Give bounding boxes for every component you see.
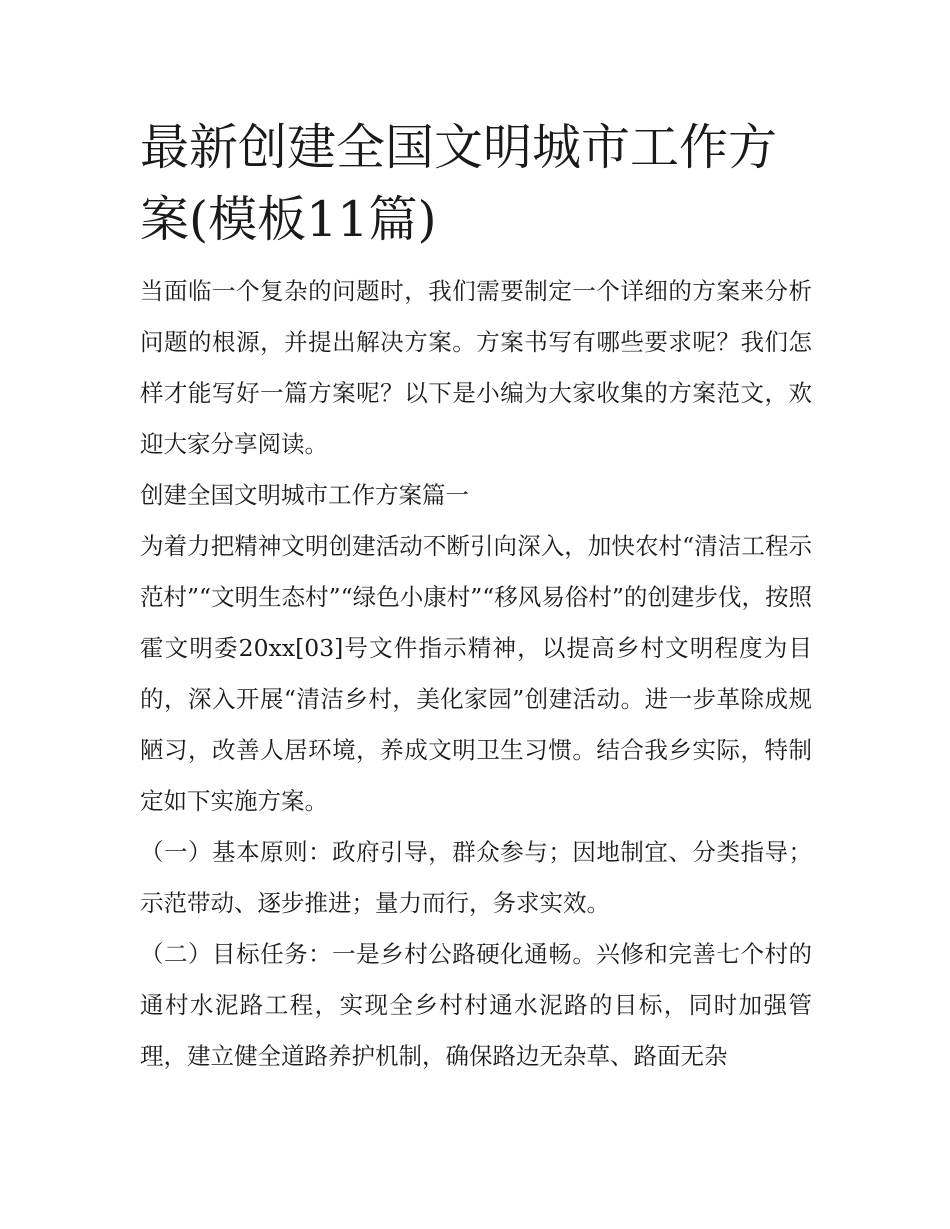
- body-paragraph: 为着力把精神文明创建活动不断引向深入，加快农村“清洁工程示范村”“文明生态村”“绿色小康村”“移风易俗村”的创建步伐，按照霍文明委20xx[03]号文件指示精神，以提高乡村文明程度为目的，深入开展“清洁乡村，美化家园”创建活动。进一步革除成规陋习，改善人居环境，养成文明卫生习惯。结合我乡实际，特制定如下实施方案。: [140, 532, 812, 815]
- intro-paragraph: 当面临一个复杂的问题时，我们需要制定一个详细的方案来分析问题的根源，并提出解决方案。方案书写有哪些要求呢？我们怎样才能写好一篇方案呢？以下是小编为大家收集的方案范文，欢迎大家分享阅读。: [140, 277, 812, 458]
- section-heading: 创建全国文明城市工作方案篇一: [140, 481, 469, 509]
- tasks-paragraph: （二）目标任务：一是乡村公路硬化通畅。兴修和完善七个村的通村水泥路工程，实现全乡村村通水泥路的目标，同时加强管理，建立健全道路养护机制，确保路边无杂草、路面无杂: [140, 940, 812, 1070]
- document-title: 最新创建全国文明城市工作方案(模板11篇): [140, 119, 778, 248]
- principles-paragraph: （一）基本原则：政府引导，群众参与；因地制宜、分类指导；示范带动、逐步推进；量力而行，务求实效。: [140, 838, 812, 917]
- document-body: [140, 112, 812, 1082]
